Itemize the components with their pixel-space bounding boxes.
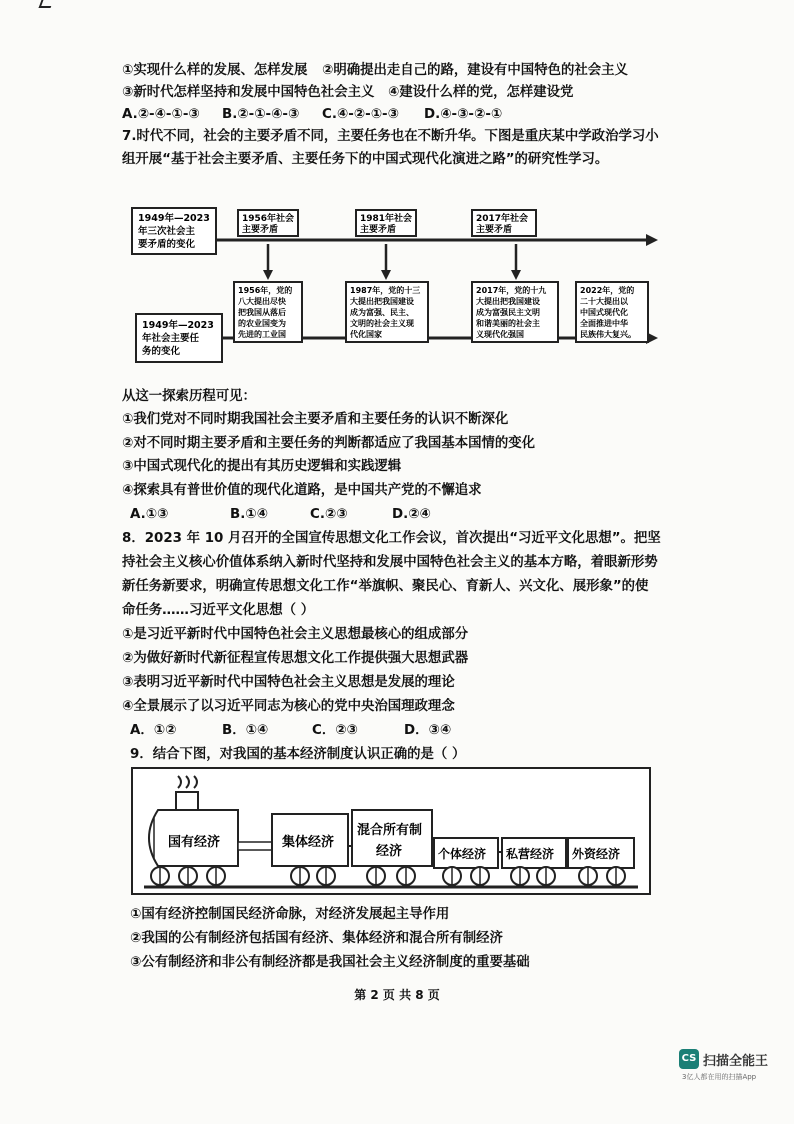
top-box-2017 (472, 210, 536, 236)
page-number: 第 2 页 共 8 页 (354, 988, 440, 1002)
q7-choice-c: C.②③ (310, 507, 348, 522)
q8-option-3: ③表明习近平新时代中国特色社会主义思想是发展的理论 (122, 675, 455, 690)
q6-option-3: ③新时代怎样坚持和发展中国特色社会主义 (122, 85, 375, 100)
svg-text:2022年，党的: 2022年，党的 (580, 286, 635, 295)
svg-text:私营经济: 私营经济 (506, 847, 555, 861)
q9-stem: 9．结合下图，对我国的基本经济制度认识正确的是（ ） (130, 747, 466, 762)
car-private (502, 838, 566, 868)
q8-stem-line-1: 8．2023 年 10 月召开的全国宣传思想文化工作会议，首次提出“习近平文化思想”。把坚 (122, 531, 661, 546)
svg-text:2017年，党的十九: 2017年，党的十九 (476, 286, 547, 295)
svg-text:义现代化强国: 义现代化强国 (476, 330, 524, 339)
q8-choice-a: A．①② (130, 723, 177, 738)
top-label-box (132, 208, 216, 254)
q8-option-2: ②为做好新时代新征程宣传思想文化工作提供强大思想武器 (122, 651, 469, 666)
svg-text:1956年社会: 1956年社会 (242, 214, 295, 224)
svg-text:的农业国变为: 的农业国变为 (238, 319, 286, 328)
page-corner-mark (39, 0, 54, 8)
svg-text:1981年社会: 1981年社会 (360, 214, 413, 224)
q6-choice-d: D.④-③-②-① (424, 107, 503, 122)
car-individual (434, 838, 498, 868)
q9-option-1: ①国有经济控制国民经济命脉，对经济发展起主导作用 (130, 907, 450, 922)
camscanner-tagline: 3亿人都在用的扫描App (682, 1073, 757, 1081)
svg-text:1949年—2023: 1949年—2023 (142, 320, 214, 331)
svg-text:个体经济: 个体经济 (438, 847, 487, 861)
q7-option-1: ①我们党对不同时期我国社会主要矛盾和主要任务的认识不断深化 (122, 412, 509, 427)
svg-text:成为富强、民主、: 成为富强、民主、 (350, 308, 414, 317)
q9-option-3: ③公有制经济和非公有制经济都是我国社会主义经济制度的重要基础 (130, 955, 530, 970)
q7-option-3: ③中国式现代化的提出有其历史逻辑和实践逻辑 (122, 459, 402, 474)
q9-option-2: ②我国的公有制经济包括国有经济、集体经济和混合所有制经济 (130, 931, 503, 946)
svg-text:主要矛盾: 主要矛盾 (242, 225, 279, 235)
q8-choice-d: D．③④ (404, 723, 452, 738)
q7-choice-b: B.①④ (230, 507, 268, 522)
q6-choice-a: A.②-④-①-③ (122, 107, 200, 122)
bottom-box-1987 (346, 282, 428, 342)
q7-lead: 从这一探索历程可见： (122, 389, 256, 404)
q7-choice-a: A.①③ (130, 507, 169, 522)
svg-text:国有经济: 国有经济 (168, 835, 221, 850)
svg-text:中国式现代化: 中国式现代化 (580, 308, 628, 317)
svg-text:代化国家: 代化国家 (350, 330, 382, 339)
svg-text:集体经济: 集体经济 (282, 835, 335, 850)
svg-text:八大提出尽快: 八大提出尽快 (238, 297, 286, 306)
q6-option-1: ①实现什么样的发展、怎样发展 (122, 63, 308, 78)
chimney-icon (176, 792, 198, 810)
svg-text:大提出把我国建设: 大提出把我国建设 (476, 297, 540, 306)
svg-text:民族伟大复兴。: 民族伟大复兴。 (580, 330, 636, 339)
svg-text:1949年—2023: 1949年—2023 (138, 213, 210, 224)
car-collective (272, 814, 348, 866)
svg-text:成为富强民主文明: 成为富强民主文明 (476, 308, 540, 317)
bottom-box-2022 (576, 282, 648, 342)
top-box-1981 (356, 210, 416, 236)
svg-text:大提出把我国建设: 大提出把我国建设 (350, 297, 414, 306)
svg-text:外资经济: 外资经济 (572, 847, 621, 861)
bottom-box-1956 (234, 282, 302, 342)
engine-state-owned (149, 810, 238, 866)
svg-text:二十大提出以: 二十大提出以 (580, 297, 628, 306)
camscanner-logo-icon: CS (679, 1049, 699, 1069)
camscanner-name: 扫描全能王 (703, 1054, 769, 1069)
q7-stem-line-2: 组开展“基于社会主要矛盾、主要任务下的中国式现代化演进之路”的研究性学习。 (122, 152, 609, 167)
svg-text:年三次社会主: 年三次社会主 (138, 226, 196, 237)
bottom-label-box (136, 314, 222, 362)
svg-text:2017年社会: 2017年社会 (476, 214, 529, 224)
q7-option-2: ②对不同时期主要矛盾和主要任务的判断都适应了我国基本国情的变化 (122, 436, 536, 451)
q7-choice-d: D.②④ (392, 507, 431, 522)
svg-text:混合所有制: 混合所有制 (357, 823, 423, 838)
q7-option-4: ④探索具有普世价值的现代化道路，是中国共产党的不懈追求 (122, 483, 482, 498)
svg-text:主要矛盾: 主要矛盾 (360, 225, 397, 235)
q6-option-2: ②明确提出走自己的路，建设有中国特色的社会主义 (322, 63, 628, 78)
q8-stem-line-3: 新任务新要求，明确宣传思想文化工作“举旗帜、聚民心、育新人、兴文化、展形象”的使 (122, 579, 649, 594)
svg-text:先进的工业国: 先进的工业国 (238, 330, 286, 339)
bottom-box-2017 (472, 282, 558, 342)
svg-text:1987年，党的十三: 1987年，党的十三 (350, 286, 421, 295)
q8-stem-line-2: 持社会主义核心价值体系纳入新时代坚持和发展中国特色社会主义的基本方略，着眼新形势 (122, 555, 658, 570)
svg-text:全面推进中华: 全面推进中华 (580, 319, 628, 328)
svg-text:主要矛盾: 主要矛盾 (476, 225, 513, 235)
car-mixed-ownership (352, 810, 432, 866)
q8-choice-b: B．①④ (222, 723, 269, 738)
svg-text:和谐美丽的社会主: 和谐美丽的社会主 (476, 319, 540, 328)
svg-text:1956年，党的: 1956年，党的 (238, 286, 293, 295)
q6-choice-b: B.②-①-④-③ (222, 107, 300, 122)
svg-text:要矛盾的变化: 要矛盾的变化 (138, 239, 196, 250)
q8-choice-c: C．②③ (312, 723, 358, 738)
q6-option-4: ④建设什么样的党，怎样建设党 (388, 85, 574, 100)
svg-text:务的变化: 务的变化 (142, 346, 181, 357)
q8-stem-line-4: 命任务……习近平文化思想（ ） (122, 603, 315, 618)
car-foreign (568, 838, 634, 868)
q7-stem-line-1: 7.时代不同，社会的主要矛盾不同，主要任务也在不断升华。下图是重庆某中学政治学习小 (122, 129, 659, 144)
svg-text:文明的社会主义现: 文明的社会主义现 (350, 319, 414, 328)
q9-train-diagram (130, 766, 654, 898)
svg-text:把我国从落后: 把我国从落后 (238, 308, 286, 317)
svg-text:经济: 经济 (376, 844, 403, 859)
q8-option-1: ①是习近平新时代中国特色社会主义思想最核心的组成部分 (122, 627, 469, 642)
q6-choice-c: C.④-②-①-③ (322, 107, 399, 122)
q7-timeline-diagram (128, 200, 664, 372)
q8-option-4: ④全景展示了以习近平同志为核心的党中央治国理政理念 (122, 699, 455, 714)
top-box-1956 (238, 210, 298, 236)
svg-text:年社会主要任: 年社会主要任 (142, 333, 200, 344)
